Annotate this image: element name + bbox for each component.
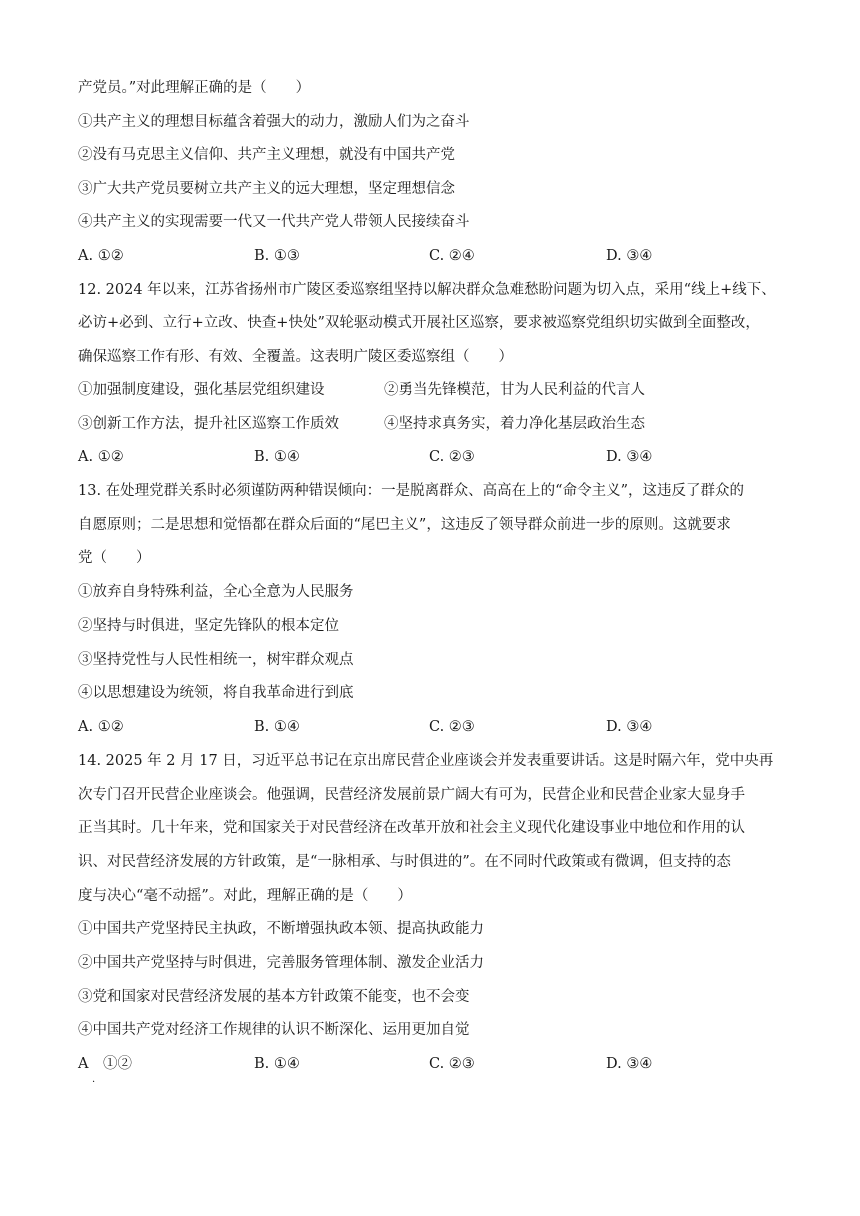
q11-option-b: B. ①③ — [254, 248, 300, 264]
q12-option-d: D. ③④ — [606, 449, 653, 465]
q14-item-2: ②中国共产党坚持与时俱进，完善服务管理体制、激发企业活力 — [78, 955, 484, 971]
q13-item-1: ①放弃自身特殊利益，全心全意为人民服务 — [78, 584, 354, 600]
stray-dot-mark: · — [92, 1077, 96, 1088]
q11-stem: 产党员。”对此理解正确的是（ ） — [78, 80, 311, 96]
q11-item-2: ②没有马克思主义信仰、共产主义理想，就没有中国共产党 — [78, 147, 455, 163]
q12-item-4: ④坚持求真务实，着力净化基层政治生态 — [384, 416, 645, 432]
q11-option-a: A. ①② — [78, 248, 124, 264]
q11-option-c: C. ②④ — [429, 248, 475, 264]
q13-option-c: C. ②③ — [429, 719, 475, 735]
q11-item-3: ③广大共产党员要树立共产主义的远大理想，坚定理想信念 — [78, 181, 455, 197]
q12-option-a: A. ①② — [78, 449, 124, 465]
q14-stem-line-3: 正当其时。几十年来，党和国家关于对民营经济在改革开放和社会主义现代化建设事业中地位和作用的认 — [78, 820, 745, 836]
q14-item-3: ③党和国家对民营经济发展的基本方针政策不能变，也不会变 — [78, 989, 470, 1005]
q12-option-b: B. ①④ — [254, 449, 300, 465]
q12-stem-line-1: 12. 2024 年以来，江苏省扬州市广陵区委巡察组坚持以解决群众急难愁盼问题为切入点，采用“线上+线下、 — [78, 282, 776, 298]
q14-item-1: ①中国共产党坚持民主执政，不断增强执政本领、提高执政能力 — [78, 921, 484, 937]
q14-item-4: ④中国共产党对经济工作规律的认识不断深化、运用更加自觉 — [78, 1022, 470, 1038]
q12-item-3: ③创新工作方法，提升社区巡察工作质效 — [78, 416, 339, 432]
q13-item-4: ④以思想建设为统领，将自我革命进行到底 — [78, 685, 354, 701]
q14-option-d: D. ③④ — [606, 1056, 653, 1072]
q14-stem-line-5: 度与决心“毫不动摇”。对此，理解正确的是（ ） — [78, 888, 412, 904]
q14-stem-line-1: 14. 2025 年 2 月 17 日，习近平总书记在京出席民营企业座谈会并发表重要讲话。这是时隔六年，党中央再 — [78, 753, 774, 769]
q13-item-2: ②坚持与时俱进，坚定先锋队的根本定位 — [78, 618, 339, 634]
q12-stem-line-3: 确保巡察工作有形、有效、全覆盖。这表明广陵区委巡察组（ ） — [78, 349, 513, 365]
q14-stem-line-2: 次专门召开民营企业座谈会。他强调，民营经济发展前景广阔大有可为，民营企业和民营企业家大显身手 — [78, 787, 745, 803]
q13-option-b: B. ①④ — [254, 719, 300, 735]
q13-option-a: A. ①② — [78, 719, 124, 735]
q13-stem-line-3: 党（ ） — [78, 550, 151, 566]
q11-option-d: D. ③④ — [606, 248, 653, 264]
q12-stem-line-2: 必访+必到、立行+立改、快查+快处”双轮驱动模式开展社区巡察，要求被巡察党组织切实做到全面整改， — [78, 315, 760, 331]
q13-item-3: ③坚持党性与人民性相统一，树牢群众观点 — [78, 652, 354, 668]
q11-item-1: ①共产主义的理想目标蕴含着强大的动力，激励人们为之奋斗 — [78, 114, 470, 130]
q13-option-d: D. ③④ — [606, 719, 653, 735]
q14-option-c: C. ②③ — [429, 1056, 475, 1072]
q13-stem-line-2: 自愿原则；二是思想和觉悟都在群众后面的“尾巴主义”，这违反了领导群众前进一步的原则。这就要求 — [78, 517, 731, 533]
q13-stem-line-1: 13. 在处理党群关系时必须谨防两种错误倾向：一是脱离群众、高高在上的“命令主义”，这违反了群众的 — [78, 483, 744, 499]
q12-item-1: ①加强制度建设，强化基层党组织建设 — [78, 382, 325, 398]
q12-item-2: ②勇当先锋模范，甘为人民利益的代言人 — [384, 382, 645, 398]
q14-option-a: A ①② — [78, 1056, 132, 1072]
q12-option-c: C. ②③ — [429, 449, 475, 465]
q11-item-4: ④共产主义的实现需要一代又一代共产党人带领人民接续奋斗 — [78, 214, 470, 230]
q14-stem-line-4: 识、对民营经济发展的方针政策，是“一脉相承、与时俱进的”。在不同时代政策或有微调，但支持的态 — [78, 854, 731, 870]
q14-option-b: B. ①④ — [254, 1056, 300, 1072]
